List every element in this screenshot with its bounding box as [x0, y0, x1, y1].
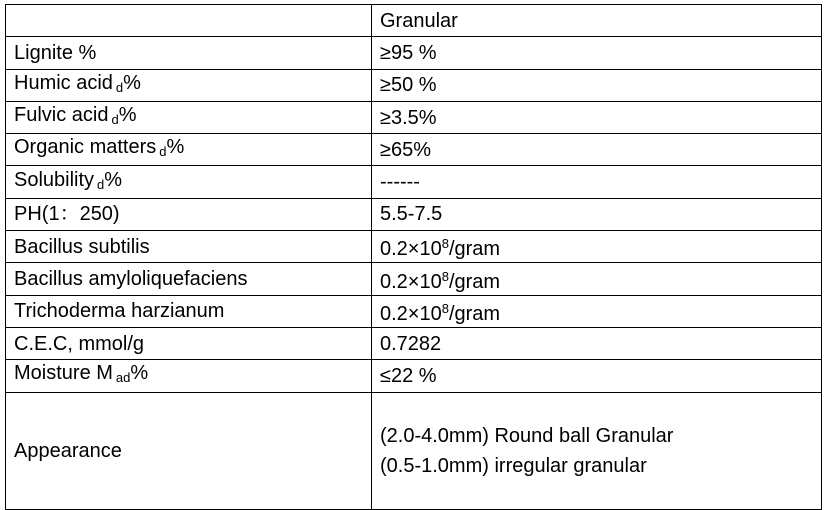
row-label: Appearance	[6, 392, 372, 509]
row-label: Moisture M $_{ad}$%	[6, 360, 372, 392]
header-cell-granular: Granular	[372, 5, 822, 37]
row-label: Fulvic acid $_d$%	[6, 101, 372, 133]
row-label: Lignite %	[6, 37, 372, 69]
row-value: ≥3.5%	[372, 101, 822, 133]
row-value: 0.7282	[372, 327, 822, 359]
table-row	[6, 392, 822, 509]
header-cell-empty	[6, 5, 372, 37]
row-value: (2.0-4.0mm) Round ball Granular (0.5-1.0mm) irregular granular	[372, 392, 822, 509]
row-value: $0.2\times 10^8$/gram	[372, 231, 822, 263]
row-label: Bacillus subtilis	[6, 231, 372, 263]
table-row	[6, 295, 822, 327]
table-header-row	[6, 5, 822, 37]
row-label: Organic matters $_d$%	[6, 134, 372, 166]
table-row	[6, 101, 822, 133]
table-row	[6, 69, 822, 101]
table-row	[6, 231, 822, 263]
table-row	[6, 37, 822, 69]
table-row	[6, 327, 822, 359]
row-label: Solubility $_d$%	[6, 166, 372, 198]
row-value: 5.5-7.5	[372, 198, 822, 230]
specification-table	[5, 4, 822, 510]
table-row	[6, 166, 822, 198]
row-value: ≥50 %	[372, 69, 822, 101]
row-value: $0.2\times 10^8$/gram	[372, 295, 822, 327]
table-row	[6, 263, 822, 295]
row-label: Humic acid $_d$%	[6, 69, 372, 101]
row-value: ≥65%	[372, 134, 822, 166]
row-label: PH(1：250)	[6, 198, 372, 230]
row-label: Bacillus amyloliquefaciens	[6, 263, 372, 295]
row-label: C.E.C, mmol/g	[6, 327, 372, 359]
table-row	[6, 198, 822, 230]
row-label: Trichoderma harzianum	[6, 295, 372, 327]
row-value: ≤22 %	[372, 360, 822, 392]
table-row	[6, 134, 822, 166]
row-value: ------	[372, 166, 822, 198]
table-row	[6, 360, 822, 392]
row-value: $0.2\times 10^8$/gram	[372, 263, 822, 295]
row-value: ≥95 %	[372, 37, 822, 69]
